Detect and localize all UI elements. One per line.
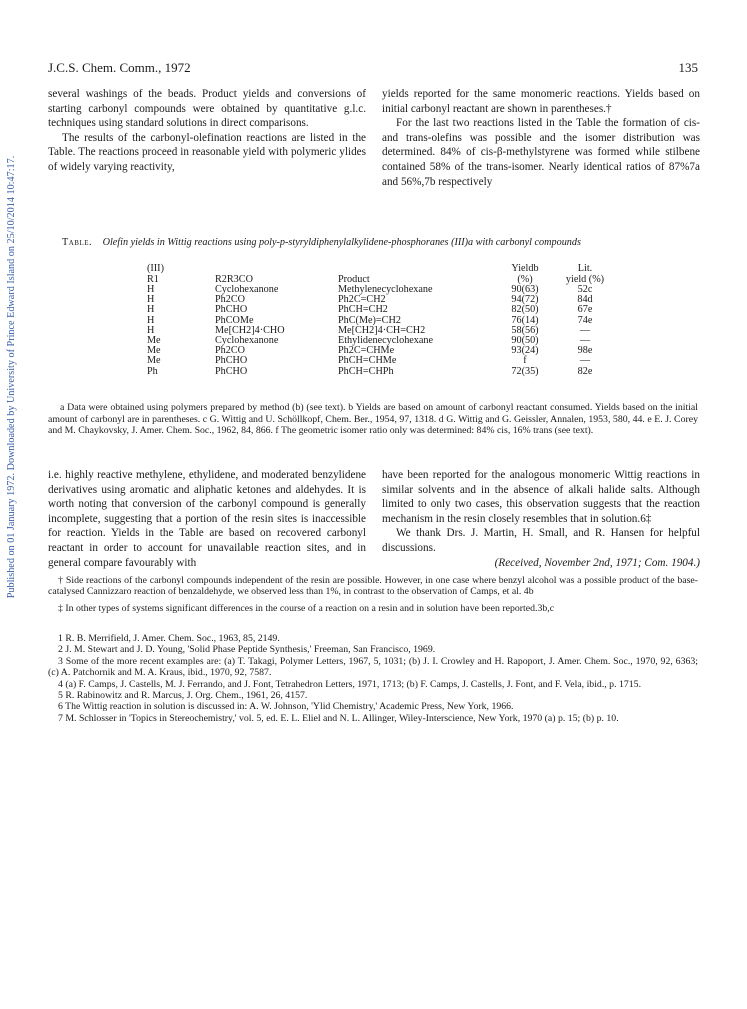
cell-carbonyl: Cyclohexanone — [215, 284, 279, 295]
publication-side-note: Published on 01 January 1972. Downloaded by University of Prince Edward Island on 25/10/2014 10:47:17. — [6, 155, 17, 599]
header-carbonyl: R2R3CO — [215, 273, 253, 285]
cell-r1: Me — [147, 345, 161, 357]
reference: 7 M. Schlosser in 'Topics in Stereochemistry,' vol. 5, ed. E. L. Eliel and N. L. Allinger, Wiley-Interscience, New York, 1970 (a) p. 15; (b) p. 10. — [58, 712, 619, 724]
cell-r1: H — [147, 324, 155, 336]
top-left-column — [48, 87, 366, 175]
cell-yield: 90(50) — [511, 335, 539, 347]
footnote: † Side reactions of the carbonyl compounds independent of the resin are possible. However, in one case where benzyl alcohol was a possible product of the base-catalysed Cannizzaro reaction of benzaldehyde, we observed less than 1%, in contrast to the observation of Camps, et al. 4b — [48, 575, 698, 598]
cell-yield: 72(35) — [511, 365, 539, 377]
header-yield: (%) — [517, 273, 533, 285]
cell-lit: 82e — [577, 365, 593, 377]
table-label: Table. — [62, 237, 93, 248]
cell-lit: — — [579, 355, 591, 367]
cell-lit: 67e — [577, 304, 593, 316]
cell-product: Ethylidenecyclohexane — [338, 335, 434, 347]
header-lit-top: Lit. — [577, 262, 593, 274]
cell-carbonyl: PhCHO — [215, 355, 248, 367]
received-date: (Received, November 2nd, 1971; Com. 1904.) — [494, 556, 700, 569]
cell-lit: 52c — [577, 284, 593, 295]
cell-yield: 82(50) — [511, 304, 539, 316]
cell-yield: 93(24) — [511, 345, 539, 357]
footnotes — [48, 575, 698, 614]
cell-product: Me[CH2]4·CH=CH2 — [338, 324, 426, 336]
cell-r1: Me — [147, 355, 161, 367]
footnote: ‡ In other types of systems significant differences in the course of a reaction on a resin and in solution have been reported.3b,c — [58, 602, 555, 614]
paragraph: several washings of the beads. Product yields and conversions of starting carbonyl compounds were obtained by quantitative g.l.c. techniques using standard solutions in direct comparisons. — [48, 88, 366, 130]
bottom-right-column — [382, 468, 700, 570]
cell-carbonyl: Cyclohexanone — [215, 335, 279, 347]
cell-lit: — — [579, 324, 591, 336]
cell-yield: 58(56) — [511, 324, 539, 336]
table-row — [147, 367, 615, 377]
cell-r1: H — [147, 284, 155, 295]
cell-product: Ph2C=CH2 — [338, 294, 386, 306]
table-notes — [48, 402, 698, 437]
cell-product: Ph2C=CHMe — [338, 345, 395, 357]
cell-carbonyl: Ph2CO — [215, 294, 246, 306]
cell-carbonyl: PhCHO — [215, 304, 248, 316]
cell-r1: H — [147, 294, 155, 306]
top-right-column — [382, 87, 700, 189]
cell-r1: Me — [147, 335, 161, 347]
paragraph: The results of the carbonyl-olefination reactions are listed in the Table. The reactions proceed in reasonable yield with polymeric ylides of widely varying reactivity, — [48, 131, 366, 173]
reference: 1 R. B. Merrifield, J. Amer. Chem. Soc., 1963, 85, 2149. — [58, 633, 280, 644]
header-product: Product — [338, 273, 370, 285]
cell-lit: 98e — [577, 345, 593, 357]
page-number: 135 — [678, 60, 698, 75]
cell-lit: 74e — [577, 314, 593, 326]
cell-carbonyl: PhCHO — [215, 365, 248, 377]
cell-yield: 90(63) — [511, 284, 539, 295]
results-table — [147, 263, 615, 377]
cell-yield: f — [523, 355, 527, 367]
reference: 3 Some of the more recent examples are: (a) T. Takagi, Polymer Letters, 1967, 5, 1031; (b) J. I. Crowley and H. Rapoport, J. Amer. Chem. Soc., 1970, 92, 6363; (c) A. Patchornik and M. A. Kraus, ibid., 1970, 92, 7587. — [48, 655, 698, 679]
cell-yield: 94(72) — [511, 294, 539, 306]
cell-lit: — — [579, 335, 591, 347]
paragraph: For the last two reactions listed in the Table the formation of cis- and trans-olefins was possible and the isomer distribution was determined. 84% of cis-β-methylstyrene was formed while stilbene contained 58% of the trans-isomer. Nearly identical ratios of 87%7a and 56%,7b respectively — [382, 117, 700, 188]
cell-product: Methylenecyclohexane — [338, 284, 433, 295]
table-note: a Data were obtained using polymers prepared by method (b) (see text). b Yields are based on amount of carbonyl reactant consumed. Yields based on the initial amount of carbonyl are in parentheses. c G. Wittig and U. Schöllkopf, Chem. Ber., 1954, 97, 1318. d G. Wittig and G. Geissler, Annalen, 1953, 580, 44. e E. J. Corey and M. Chaykovsky, J. Amer. Chem. Soc., 1962, 84, 866. f The geometric isomer ratio only was determined: 84% cis, 16% trans (see text). — [48, 402, 698, 437]
header-r1-top: (III) — [147, 262, 164, 274]
header-r1: R1 — [147, 273, 159, 285]
cell-r1: H — [147, 304, 155, 316]
header-lit: yield (%) — [565, 273, 605, 285]
cell-product: PhC(Me)=CH2 — [338, 314, 401, 326]
table-title: Olefin yields in Wittig reactions using poly-p-styryldiphenylalkylidene-phosphoranes (III)a with carbonyl compounds — [102, 237, 581, 248]
cell-product: PhCH=CHMe — [338, 355, 397, 367]
cell-product: PhCH=CHPh — [338, 365, 394, 377]
journal-name: J.C.S. Chem. Comm., 1972 — [48, 60, 191, 75]
table-caption — [62, 237, 702, 248]
cell-yield: 76(14) — [511, 314, 539, 326]
header-yield-top: Yieldb — [511, 262, 539, 274]
cell-carbonyl: Ph2CO — [215, 345, 246, 357]
paragraph: have been reported for the analogous monomeric Wittig reactions in similar solvents and in the absence of alkali halide salts. Although limited to only two cases, this observation suggests that the reaction mechanism in the resin closely resembles that in solution.6‡ — [382, 469, 700, 525]
reference: 2 J. M. Stewart and J. D. Young, 'Solid Phase Peptide Synthesis,' Freeman, San Francisco, 1969. — [58, 644, 436, 656]
references — [48, 633, 698, 724]
cell-carbonyl: PhCOMe — [215, 314, 254, 326]
paragraph: We thank Drs. J. Martin, H. Small, and R. Hansen for helpful discussions. — [382, 527, 700, 554]
reference: 5 R. Rabinowitz and R. Marcus, J. Org. Chem., 1961, 26, 4157. — [58, 690, 308, 702]
cell-r1: H — [147, 314, 155, 326]
paragraph: yields reported for the same monomeric reactions. Yields based on initial carbonyl reactant are shown in parentheses.† — [382, 88, 700, 115]
bottom-left-column — [48, 468, 366, 570]
cell-r1: Ph — [147, 365, 158, 377]
reference: 6 The Wittig reaction in solution is discussed in: A. W. Johnson, 'Ylid Chemistry,' Academic Press, New York, 1966. — [58, 701, 514, 713]
cell-lit: 84d — [577, 294, 593, 306]
cell-carbonyl: Me[CH2]4·CHO — [215, 324, 285, 336]
paragraph: i.e. highly reactive methylene, ethylidene, and moderated benzylidene derivatives using aromatic and aliphatic ketones and aldehydes. It is worth noting that conversion of the carbonyl compound is generally incomplete, suggesting that a portion of the resin sites is inaccessible for reaction. Yields in the Table are based on recovered carbonyl reactant in order to account for unavailable reaction sites, and in general compare favourably with — [48, 469, 366, 569]
cell-product: PhCH=CH2 — [338, 304, 388, 316]
reference: 4 (a) F. Camps, J. Castells, M. J. Ferrando, and J. Font, Tetrahedron Letters, 1971, 1713; (b) F. Camps, J. Castells, J. Font, and F. Vela, ibid., p. 1715. — [58, 678, 642, 690]
